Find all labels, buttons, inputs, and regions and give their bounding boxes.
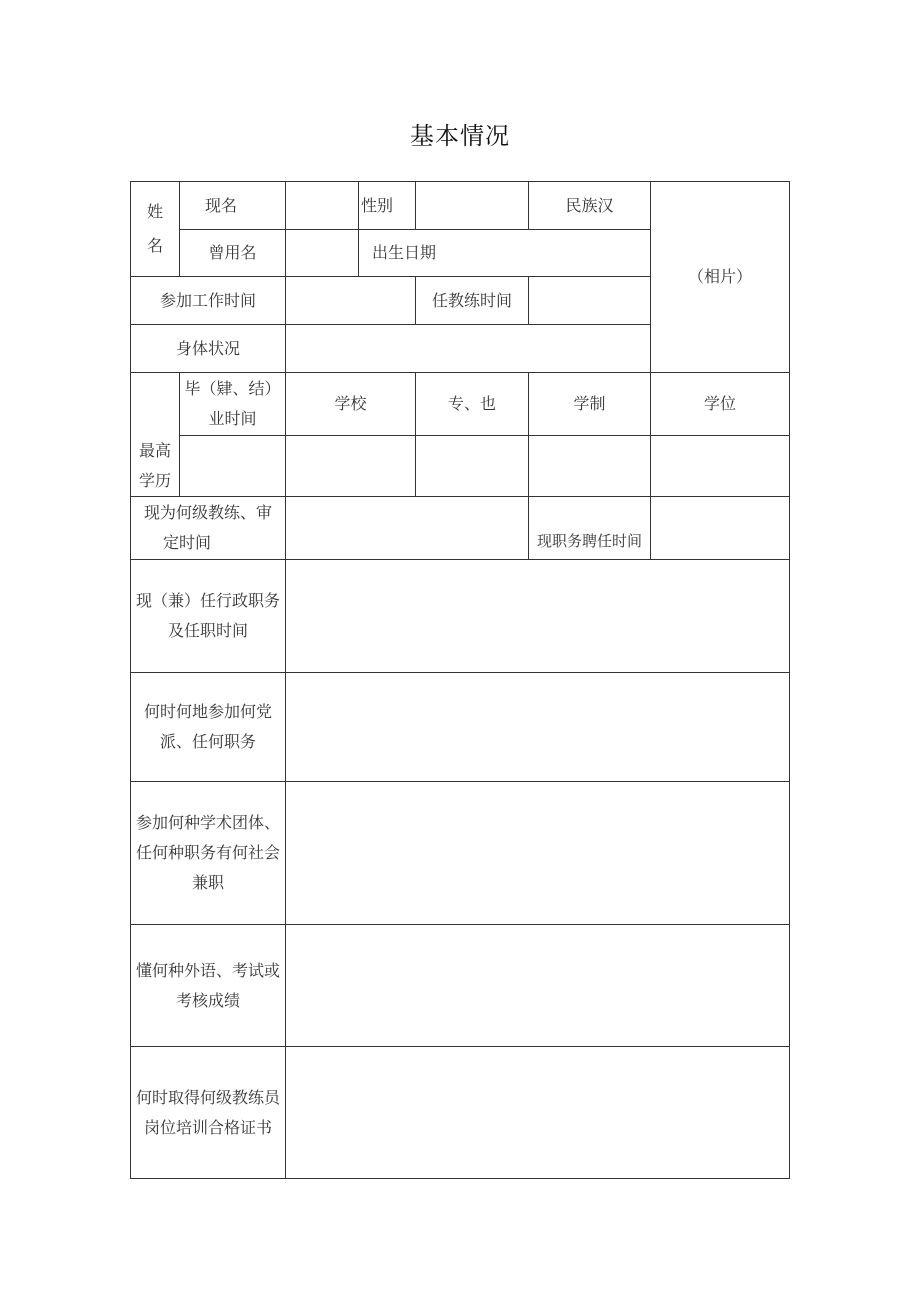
language-line1: 懂何种外语、考试或 [135,960,280,980]
education-group-line1: 最高 [138,441,171,460]
degree-header: 学位 [703,394,736,413]
current-name-field[interactable] [286,182,358,229]
name-group-label [131,182,179,276]
coach-level-label [131,497,285,559]
academic-line3: 兼职 [191,873,224,892]
birth-date-label: 出生日期 [371,243,436,262]
page-title: 基本情况 [410,122,510,150]
certificate-line2: 岗位培训合格证书 [143,1117,272,1137]
party-label [131,673,285,781]
gender-label: 性别 [360,195,393,215]
academic-label [131,782,285,924]
table-border-bottom [130,1178,790,1179]
health-label: 身体状况 [175,338,240,358]
length-header: 学制 [573,394,606,413]
major-field[interactable] [416,436,528,496]
position-appoint-field[interactable] [651,497,789,559]
certificate-line1: 何时取得何级教练员 [135,1087,280,1107]
language-field[interactable] [286,925,789,1046]
education-group-line2: 学历 [138,471,171,490]
language-label [131,925,285,1046]
school-field[interactable] [286,436,415,496]
photo-placeholder[interactable]: （相片） [687,267,752,286]
work-start-field[interactable] [286,277,415,324]
education-group-label [131,436,179,496]
gender-field[interactable] [416,182,528,229]
table-border-right [789,181,790,1179]
school-header: 学校 [334,394,367,413]
graduation-time-field[interactable] [180,436,285,496]
degree-field[interactable] [651,436,789,496]
former-name-field[interactable] [286,230,358,276]
coach-start-field[interactable] [529,277,650,324]
admin-post-line1: 现（兼）任行政职务 [135,591,280,610]
name-group-line1: 姓 [146,202,163,221]
graduation-time-line2: 业时间 [208,409,257,428]
certificate-field[interactable] [286,1047,789,1178]
graduation-time-line1: 毕（肄、结） [184,379,281,398]
coach-start-label: 任教练时间 [431,290,512,310]
ethnicity-label: 民族汉 [565,195,614,215]
work-start-label: 参加工作时间 [159,290,256,310]
admin-post-label [131,560,285,672]
party-line1: 何时何地参加何党 [143,702,272,721]
graduation-time-label [180,373,285,435]
former-name-label: 曾用名 [208,243,257,262]
admin-post-line2: 及任职时间 [167,621,248,640]
party-line2: 派、任何职务 [159,732,256,751]
name-group-line2: 名 [146,236,163,255]
current-name-label: 现名 [204,195,237,215]
certificate-label [131,1047,285,1178]
coach-level-line2: 定时间 [163,533,212,552]
party-field[interactable] [286,673,789,781]
academic-field[interactable] [286,782,789,924]
admin-post-field[interactable] [286,560,789,672]
academic-line2: 任何种职务有何社会 [135,843,280,862]
health-field[interactable] [286,325,650,372]
coach-level-line1: 现为何级教练、审 [143,503,272,522]
academic-line1: 参加何种学术团体、 [135,813,280,832]
major-header: 专、也 [447,394,496,413]
length-field[interactable] [529,436,650,496]
coach-level-field[interactable] [286,497,528,559]
language-line2: 考核成绩 [175,990,240,1010]
birth-date-field[interactable] [450,230,650,276]
position-appoint-label: 现职务聘任时间 [536,531,642,550]
